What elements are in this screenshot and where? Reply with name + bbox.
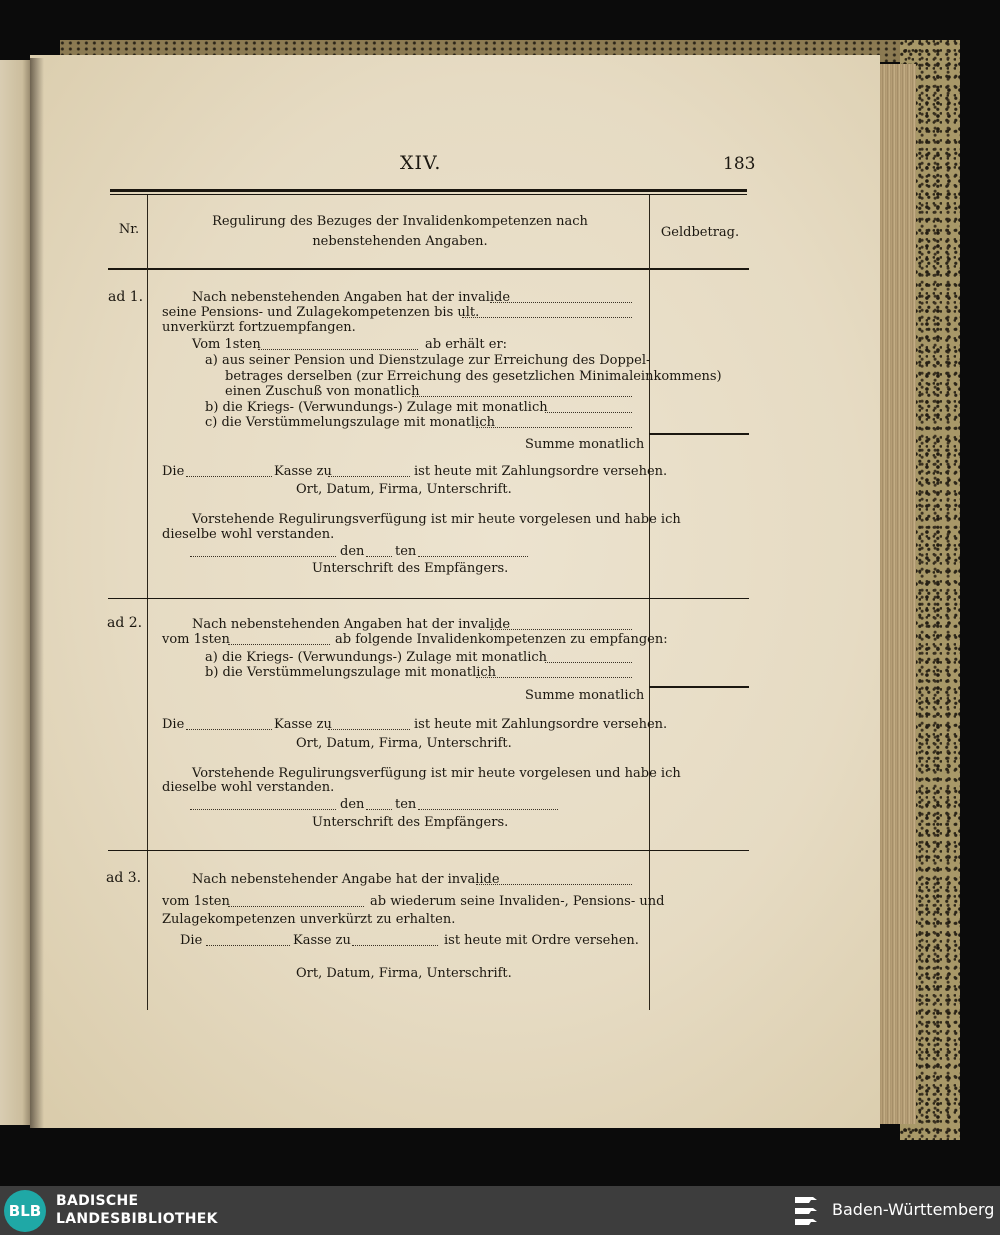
page-edges [876,64,916,1124]
date-den: den [340,797,365,812]
text-line: ab erhält er: [425,337,508,352]
fill-in-line [366,556,392,557]
text-line: b) die Kriegs- (Verwundungs-) Zulage mit monatlich [205,400,548,415]
kasse-statement: ist heute mit Ordre versehen. [444,933,639,948]
fill-in-line [190,556,336,557]
page-number: 183 [723,154,756,174]
entry-label: ad 1. [108,289,144,305]
text-line: b) die Verstümmelungszulage mit monatlich [205,665,497,680]
signature-line: Unterschrift des Empfängers. [312,815,509,830]
fill-in-line [352,945,438,946]
text-line: unverkürzt fortzuempfangen. [162,320,356,335]
acknowledgement: Vorstehende Regulirungsverfügung ist mir heute vorgelesen und habe ich [192,766,681,781]
text-line: a) aus seiner Pension und Dienstzulage zur Erreichung des Doppel- [205,353,651,368]
text-line: c) die Verstümmelungszulage mit monatlich [205,415,495,430]
fill-in-line [476,427,632,428]
header-description-line2: nebenstehenden Angaben. [312,234,488,249]
top-rule-thin [110,194,747,195]
place-date-line: Ort, Datum, Firma, Unterschrift. [296,966,512,981]
text-line: betrages derselben (zur Erreichung des gesetzlichen Minimaleinkommens) [225,369,722,384]
fill-in-line [328,729,410,730]
text-line: vom 1sten [162,632,230,647]
nr-column-divider [147,195,148,1010]
acknowledgement: dieselbe wohl verstanden. [162,780,335,795]
kasse-prefix: Die [162,717,185,732]
text-line: seine Pensions- und Zulagekompetenzen bis ult. [162,305,480,320]
fill-in-line [328,476,410,477]
fill-in-line [418,556,528,557]
header-rule [108,268,749,270]
fill-in-line [206,945,290,946]
text-line: Nach nebenstehender Angabe hat der invalide [192,872,500,887]
header-amount: Geldbetrag. [660,225,740,240]
top-rule-thick [110,189,747,192]
fill-in-line [490,629,632,630]
state-name[interactable]: Baden-Württemberg [832,1200,995,1219]
fill-in-line [476,677,632,678]
sum-label: Summe monatlich [525,437,645,452]
entry-label: ad 2. [107,615,143,631]
text-line: Vom 1sten [192,337,261,352]
section-rule-1 [108,598,749,599]
text-line: vom 1sten [162,894,230,909]
kasse-prefix: Die [180,933,203,948]
fill-in-line [228,644,330,645]
section-rule-2 [108,850,749,851]
date-ten: ten [395,797,417,812]
kasse-label: Kasse zu [274,717,332,732]
fill-in-line [545,412,632,413]
fill-in-line [186,476,272,477]
fill-in-line [418,809,558,810]
fill-in-line [545,662,632,663]
text-line: einen Zuschuß von monatlich [225,384,420,399]
text-line: ab wiederum seine Invaliden-, Pensions- und [370,894,665,909]
kasse-statement: ist heute mit Zahlungsordre versehen. [414,464,668,479]
place-date-line: Ort, Datum, Firma, Unterschrift. [296,482,512,497]
fill-in-line [186,729,272,730]
header-description-line1: Regulirung des Bezuges der Invalidenkompetenzen nach [212,214,588,229]
text-line: Nach nebenstehenden Angaben hat der invalide [192,290,511,305]
kasse-label: Kasse zu [274,464,332,479]
fill-in-line [258,349,418,350]
signature-line: Unterschrift des Empfängers. [312,561,509,576]
left-page-edge [0,60,32,1125]
lions-coat-of-arms-icon [792,1193,822,1229]
fill-in-line [490,302,632,303]
fill-in-line [228,906,364,907]
text-line: ab folgende Invalidenkompetenzen zu empfangen: [335,632,668,647]
library-name-line1: BADISCHE [56,1193,139,1209]
sum2-rule [649,686,749,688]
sum1-rule [649,433,749,435]
library-name-line2: LANDESBIBLIOTHEK [56,1211,218,1227]
place-date-line: Ort, Datum, Firma, Unterschrift. [296,736,512,751]
kasse-label: Kasse zu [293,933,351,948]
entry-label: ad 3. [106,870,142,886]
fill-in-line [476,884,632,885]
blb-logo[interactable]: BLB [4,1190,46,1232]
fill-in-line [190,809,336,810]
fill-in-line [462,317,632,318]
header-nr: Nr. [118,222,140,237]
fill-in-line [366,809,392,810]
running-title: XIV. [400,152,442,174]
kasse-prefix: Die [162,464,185,479]
fill-in-line [412,396,632,397]
gutter-shadow [30,58,44,1128]
amount-column-divider [649,195,650,1010]
footer-bar [0,1186,1000,1235]
text-line: Nach nebenstehenden Angaben hat der invalide [192,617,511,632]
date-den: den [340,544,365,559]
text-line: Zulagekompetenzen unverkürzt zu erhalten. [162,912,456,927]
kasse-statement: ist heute mit Zahlungsordre versehen. [414,717,668,732]
text-line: a) die Kriegs- (Verwundungs-) Zulage mit monatlich [205,650,548,665]
sum-label: Summe monatlich [525,688,645,703]
date-ten: ten [395,544,417,559]
acknowledgement: Vorstehende Regulirungsverfügung ist mir heute vorgelesen und habe ich [192,512,681,527]
acknowledgement: dieselbe wohl verstanden. [162,527,335,542]
